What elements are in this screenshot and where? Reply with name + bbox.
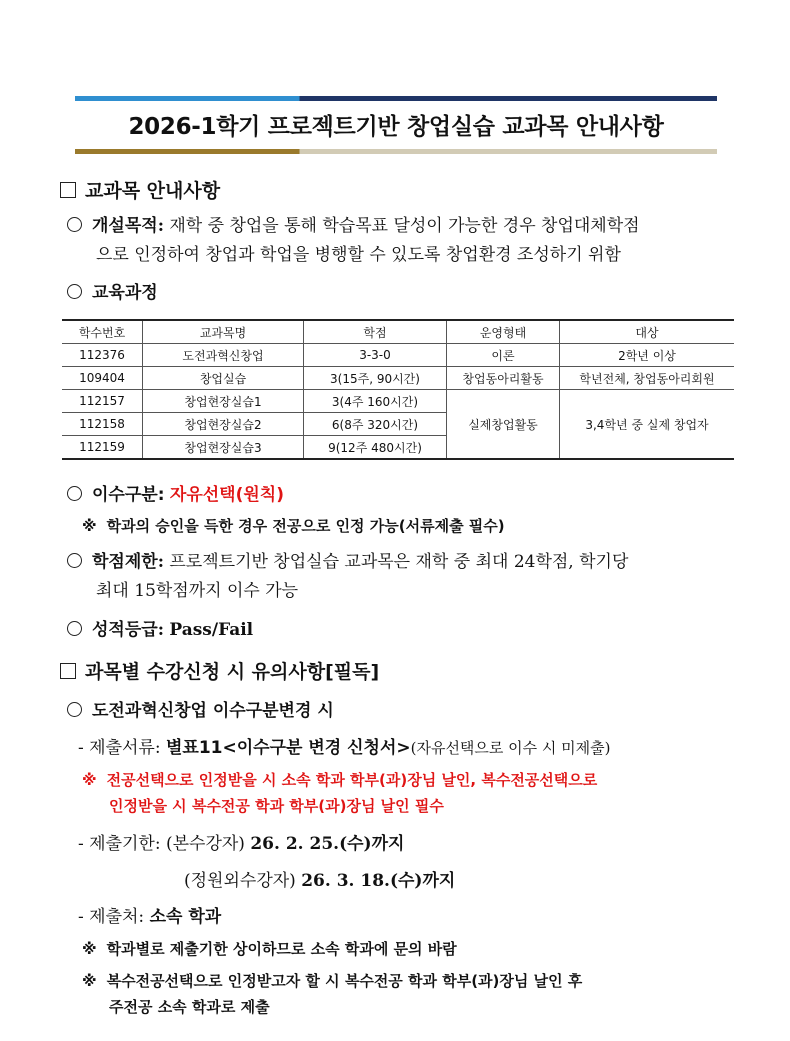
circle-bullet-icon: [67, 702, 82, 717]
deadline-who-1: (본수강자): [165, 834, 245, 854]
checkbox-square-icon: [60, 182, 76, 198]
cell-credit: 3(4주 160시간): [304, 390, 447, 413]
section-heading-text: 교과목 안내사항: [85, 180, 221, 202]
deadline-date-1: 26. 2. 25.(수)까지: [250, 834, 405, 854]
red-note-text-1: 전공선택으로 인정받을 시 소속 학과 학부(과)장님 날인, 복수전공선택으로: [106, 771, 598, 789]
cell-course: 창업현장실습3: [143, 436, 304, 460]
title-top-bar: [75, 96, 717, 101]
cell-type: 창업동아리활동: [447, 367, 560, 390]
note-2-text-1: 복수전공선택으로 인정받고자 할 시 복수전공 학과 학부(과)장님 날인 후: [106, 972, 583, 990]
cell-course: 창업현장실습1: [143, 390, 304, 413]
grade-line: [67, 616, 253, 644]
reference-mark-icon: ※: [82, 771, 97, 789]
place-line: [78, 903, 221, 931]
note-1-text: 학과별로 제출기한 상이하므로 소속 학과에 문의 바람: [106, 940, 457, 958]
red-note: [82, 767, 742, 819]
purpose-text-2: 으로 인정하여 창업과 학업을 병행할 수 있도록 창업환경 조성하기 위함: [96, 245, 621, 265]
credit-limit-paragraph: [67, 548, 739, 606]
circle-bullet-icon: [67, 486, 82, 501]
cell-credit: 3-3-0: [304, 344, 447, 367]
col-header-code: 학수번호: [62, 320, 143, 344]
deadline-line-1: [78, 830, 404, 858]
change-subheading-text: 도전과혁신창업 이수구분변경 시: [92, 701, 334, 721]
col-header-target: 대상: [560, 320, 735, 344]
cell-target: 학년전체, 창업동아리회원: [560, 367, 735, 390]
docs-line: [78, 734, 611, 762]
cell-target: 2학년 이상: [560, 344, 735, 367]
curriculum-label: 교육과정: [92, 283, 158, 303]
purpose-paragraph: [67, 212, 739, 270]
credit-text-2: 최대 15학점까지 이수 가능: [96, 581, 299, 601]
reference-mark-icon: ※: [82, 940, 97, 958]
page-title: 2026-1학기 프로젝트기반 창업실습 교과목 안내사항: [128, 114, 664, 140]
table-row: [62, 344, 734, 367]
col-header-type: 운영형태: [447, 320, 560, 344]
col-header-credit: 학점: [304, 320, 447, 344]
division-value: 자유선택(원칙): [169, 485, 284, 505]
place-value: 소속 학과: [149, 907, 222, 927]
change-subheading: [67, 697, 334, 725]
cell-code: 112158: [62, 413, 143, 436]
credit-text-1: 프로젝트기반 창업실습 교과목은 재학 중 최대 24학점, 학기당: [169, 552, 629, 572]
docs-label: 제출서류:: [89, 738, 161, 758]
section-heading-registration: [60, 657, 379, 684]
table-row: [62, 367, 734, 390]
docs-paren: (자유선택으로 이수 시 미제출): [410, 739, 611, 757]
cell-type: 이론: [447, 344, 560, 367]
cell-credit: 6(8주 320시간): [304, 413, 447, 436]
deadline-label: 제출기한:: [89, 834, 161, 854]
cell-target: 3,4학년 중 실제 창업자: [560, 390, 735, 460]
purpose-text-1: 재학 중 창업을 통해 학습목표 달성이 가능한 경우 창업대체학점: [169, 216, 640, 236]
circle-bullet-icon: [67, 621, 82, 636]
cell-course: 창업실습: [143, 367, 304, 390]
credit-label: 학점제한:: [92, 552, 164, 572]
docs-value: 별표11<이수구분 변경 신청서>: [165, 738, 411, 758]
circle-bullet-icon: [67, 284, 82, 299]
deadline-who-2: (정원외수강자): [184, 871, 296, 891]
col-header-course: 교과목명: [143, 320, 304, 344]
table-header-row: [62, 320, 734, 344]
reference-mark-icon: ※: [82, 517, 97, 535]
title-bottom-bar: [75, 149, 717, 154]
cell-credit: 9(12주 480시간): [304, 436, 447, 460]
division-label: 이수구분:: [92, 485, 165, 505]
division-note: [82, 513, 505, 539]
cell-credit: 3(15주, 90시간): [304, 367, 447, 390]
title-banner: [75, 96, 717, 154]
place-label: 제출처:: [89, 907, 145, 927]
division-line: [67, 481, 284, 509]
checkbox-square-icon: [60, 663, 76, 679]
cell-course: 도전과혁신창업: [143, 344, 304, 367]
purpose-label: 개설목적:: [92, 216, 164, 236]
cell-code: 112376: [62, 344, 143, 367]
dash-bullet: -: [78, 907, 84, 927]
reference-mark-icon: ※: [82, 972, 97, 990]
deadline-line-2: [184, 867, 455, 895]
note-2-text-2: 주전공 소속 학과로 제출: [109, 998, 270, 1016]
dash-bullet: -: [78, 834, 84, 854]
curriculum-heading: [67, 279, 158, 307]
note-1: [82, 936, 457, 962]
table-row: [62, 390, 734, 413]
section-heading-text: 과목별 수강신청 시 유의사항[필독]: [85, 661, 380, 683]
note-2: [82, 968, 742, 1020]
section-heading-course-info: [60, 176, 220, 203]
cell-code: 112157: [62, 390, 143, 413]
circle-bullet-icon: [67, 217, 82, 232]
cell-code: 112159: [62, 436, 143, 460]
cell-type: 실제창업활동: [447, 390, 560, 460]
division-note-text: 학과의 승인을 득한 경우 전공으로 인정 가능(서류제출 필수): [106, 517, 505, 535]
grade-value: Pass/Fail: [169, 620, 254, 640]
red-note-text-2: 인정받을 시 복수전공 학과 학부(과)장님 날인 필수: [109, 797, 444, 815]
cell-code: 109404: [62, 367, 143, 390]
grade-label: 성적등급:: [92, 620, 164, 640]
deadline-date-2: 26. 3. 18.(수)까지: [301, 871, 456, 891]
circle-bullet-icon: [67, 553, 82, 568]
curriculum-table: [62, 319, 734, 460]
dash-bullet: -: [78, 738, 84, 758]
cell-course: 창업현장실습2: [143, 413, 304, 436]
